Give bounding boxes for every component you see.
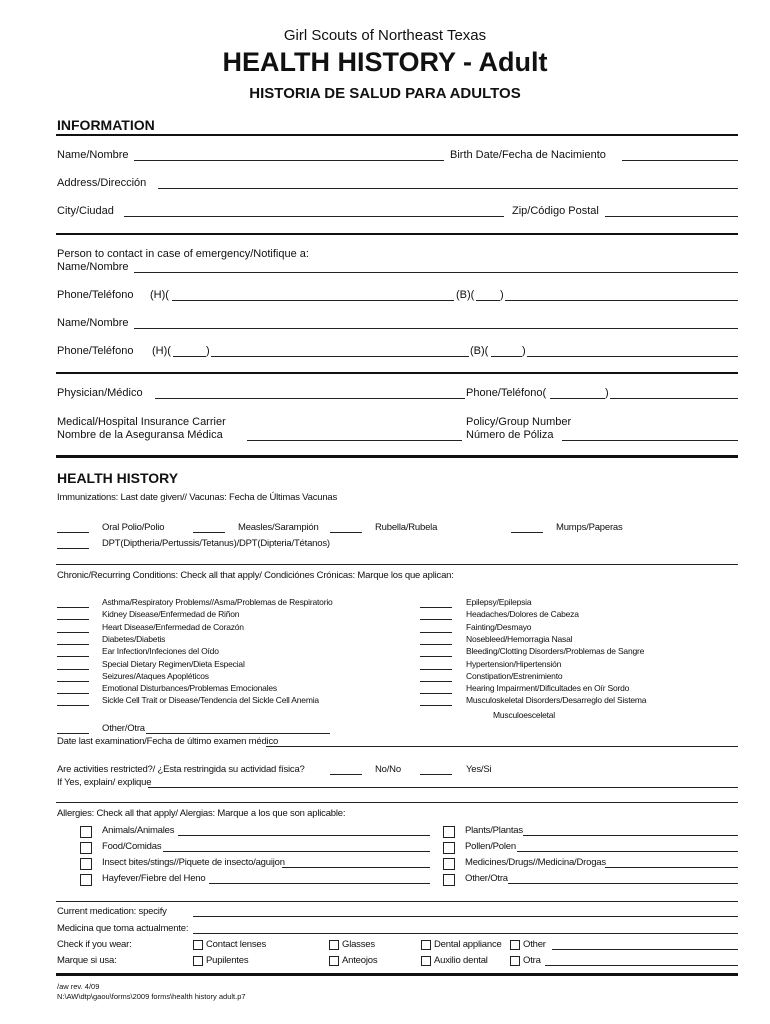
allergy-label: Animals/Animales	[102, 825, 175, 836]
allergy-detail-field[interactable]	[605, 867, 738, 868]
condition-check[interactable]	[420, 693, 452, 694]
name-label: Name/Nombre	[57, 149, 129, 161]
check-wear-label: Check if you wear:	[57, 939, 132, 950]
measles-label: Measles/Sarampión	[238, 522, 319, 533]
allergy-checkbox[interactable]	[80, 826, 92, 838]
allergy-checkbox[interactable]	[80, 874, 92, 886]
condition-label: Bleeding/Clotting Disorders/Problemas de Sangre	[466, 646, 645, 657]
allergy-label: Insect bites/stings//Piquete de insecto/aguijon	[102, 857, 285, 868]
condition-check[interactable]	[57, 607, 89, 608]
section-divider	[56, 233, 738, 235]
paren-close: )	[522, 345, 526, 357]
divider	[56, 802, 738, 803]
allergy-detail-field[interactable]	[523, 835, 738, 836]
address-label: Address/Dirección	[57, 177, 147, 189]
mumps-label: Mumps/Paperas	[556, 522, 623, 533]
medicina-label: Medicina que toma actualmente:	[57, 923, 189, 934]
contact2-home-area-field[interactable]	[173, 356, 206, 357]
wear-label: Anteojos	[342, 955, 378, 966]
physician-phone-field[interactable]	[610, 398, 738, 399]
paren-close: )	[206, 345, 210, 357]
mumps-date-field[interactable]	[511, 532, 543, 533]
wear-checkbox[interactable]	[421, 940, 431, 950]
dpt-date-field[interactable]	[57, 548, 89, 549]
home-phone-label: (H)(	[152, 345, 171, 357]
zip-field[interactable]	[605, 216, 738, 217]
information-heading: INFORMATION	[57, 117, 155, 133]
contact2-business-phone-field[interactable]	[527, 356, 738, 357]
condition-label: Kidney Disease/Enfermedad de Riñon	[102, 609, 240, 620]
condition-label: Hypertension/Hipertensión	[466, 658, 562, 669]
wear-checkbox[interactable]	[193, 956, 203, 966]
wear-checkbox[interactable]	[421, 956, 431, 966]
allergy-checkbox[interactable]	[443, 874, 455, 886]
contact2-name-field[interactable]	[134, 328, 738, 329]
dpt-label: DPT(Diptheria/Pertussis/Tetanus)/DPT(Dipteria/Tétanos)	[102, 538, 330, 549]
footer-revision: /aw rev. 4/09	[57, 982, 100, 991]
condition-check[interactable]	[420, 644, 452, 645]
business-phone-label: (B)(	[470, 345, 489, 357]
condition-label: Musculoskeletal Disorders/Desarreglo del Sistema	[466, 695, 647, 706]
condition-check[interactable]	[57, 619, 89, 620]
contact1-home-phone-field[interactable]	[172, 300, 454, 301]
section-divider	[56, 455, 738, 458]
allergy-detail-field[interactable]	[282, 867, 430, 868]
physician-phone-label: Phone/Teléfono(	[466, 387, 547, 399]
contact1-name-field[interactable]	[134, 272, 738, 273]
restricted-yes-check[interactable]	[420, 774, 452, 775]
city-label: City/Ciudad	[57, 205, 114, 217]
home-phone-label: (H)(	[150, 289, 169, 301]
condition-label: Epilepsy/Epilepsia	[466, 597, 532, 607]
condition-label: Asthma/Respiratory Problems//Asma/Problemas de Respiratorio	[102, 597, 333, 607]
restricted-label: Are activities restricted?/ ¿Esta restringida su actividad física?	[57, 764, 305, 775]
condition-check[interactable]	[420, 705, 452, 706]
policy-number-field[interactable]	[562, 440, 738, 441]
polio-date-field[interactable]	[57, 532, 89, 533]
contact2-area-code-field[interactable]	[491, 356, 522, 357]
other-condition-field[interactable]	[146, 733, 330, 734]
allergy-label: Other/Otra	[465, 873, 508, 884]
wear-checkbox[interactable]	[329, 956, 339, 966]
contact2-phone-label: Phone/Teléfono	[57, 345, 134, 357]
condition-check[interactable]	[420, 656, 452, 657]
condition-check[interactable]	[57, 669, 89, 670]
allergy-detail-field[interactable]	[517, 851, 738, 852]
zip-label: Zip/Código Postal	[512, 205, 599, 217]
birth-date-field[interactable]	[622, 160, 738, 161]
footer-file-path: N:\AW\dtp\gaou\forms\2009 forms\health history adult.p7	[57, 992, 246, 1001]
other-wear-field[interactable]	[552, 949, 738, 950]
last-exam-field[interactable]	[266, 746, 738, 747]
wear-checkbox[interactable]	[193, 940, 203, 950]
contact2-home-phone-field[interactable]	[211, 356, 469, 357]
allergies-label: Allergies: Check all that apply/ Alergias: Marque a los que son aplicable:	[57, 808, 346, 819]
restricted-no-label: No/No	[375, 764, 401, 775]
wear-label: Other	[523, 939, 546, 950]
current-medication-field[interactable]	[193, 916, 738, 917]
condition-check[interactable]	[420, 607, 452, 608]
rubella-label: Rubella/Rubela	[375, 522, 438, 533]
wear-label: Glasses	[342, 939, 375, 950]
condition-label: Fainting/Desmayo	[466, 621, 532, 632]
allergy-checkbox[interactable]	[80, 858, 92, 870]
condition-check[interactable]	[420, 632, 452, 633]
allergy-label: Pollen/Polen	[465, 841, 516, 852]
divider	[56, 564, 738, 565]
wear-label: Contact lenses	[206, 939, 267, 950]
wear-checkbox[interactable]	[510, 940, 520, 950]
policy-number-label-es: Número de Póliza	[466, 429, 554, 441]
otra-wear-field[interactable]	[545, 965, 738, 966]
explain-field[interactable]	[148, 787, 738, 788]
contact1-name-label: Name/Nombre	[57, 261, 129, 273]
restricted-yes-label: Yes/Si	[466, 764, 492, 775]
physician-label: Physician/Médico	[57, 387, 143, 399]
paren-close: )	[605, 387, 609, 399]
allergy-checkbox[interactable]	[443, 826, 455, 838]
allergy-detail-field[interactable]	[508, 883, 738, 884]
page-title: HEALTH HISTORY - Adult	[222, 47, 548, 77]
last-exam-label: Date last examination/Fecha de último examen médico	[57, 736, 279, 747]
condition-check[interactable]	[420, 669, 452, 670]
medicina-field[interactable]	[193, 933, 738, 934]
page-subtitle: HISTORIA DE SALUD PARA ADULTOS	[249, 85, 521, 102]
allergy-label: Plants/Plantas	[465, 825, 523, 836]
policy-number-label: Policy/Group Number	[466, 416, 572, 428]
rubella-date-field[interactable]	[330, 532, 362, 533]
current-medication-label: Current medication: specify	[57, 906, 167, 917]
condition-label: Heart Disease/Enfermedad de Corazón	[102, 621, 244, 632]
allergy-label: Food/Comidas	[102, 841, 162, 852]
insurance-carrier-label: Medical/Hospital Insurance Carrier	[57, 416, 226, 428]
allergy-label: Hayfever/Fiebre del Heno	[102, 873, 206, 884]
restricted-no-check[interactable]	[330, 774, 362, 775]
measles-date-field[interactable]	[193, 532, 225, 533]
contact1-phone-label: Phone/Teléfono	[57, 289, 134, 301]
name-field[interactable]	[134, 160, 444, 161]
condition-check[interactable]	[57, 693, 89, 694]
paren-close: )	[500, 289, 504, 301]
other-condition-check[interactable]	[57, 733, 89, 734]
condition-check[interactable]	[57, 644, 89, 645]
allergy-detail-field[interactable]	[163, 851, 430, 852]
divider	[56, 901, 738, 902]
condition-label: Constipation/Estrenimiento	[466, 670, 563, 681]
allergy-detail-field[interactable]	[209, 883, 430, 884]
allergy-detail-field[interactable]	[178, 835, 430, 836]
condition-check[interactable]	[420, 619, 452, 620]
condition-label: Emotional Disturbances/Problemas Emocionales	[102, 683, 277, 694]
section-divider	[56, 372, 738, 374]
condition-label: Seizures/Ataques Apopléticos	[102, 670, 209, 681]
condition-label: Sickle Cell Trait or Disease/Tendencia del Sickle Cell Anemia	[102, 695, 319, 706]
condition-label: Hearing Impairment/Dificultades en Oír Sordo	[466, 683, 630, 694]
insurance-carrier-label-es: Nombre de la Aseguransa Médica	[57, 429, 223, 441]
physician-area-code-field[interactable]	[550, 398, 605, 399]
contact1-business-phone-field[interactable]	[505, 300, 738, 301]
organization-name: Girl Scouts of Northeast Texas	[283, 27, 487, 44]
allergy-checkbox[interactable]	[80, 842, 92, 854]
city-field[interactable]	[124, 216, 504, 217]
explain-label: If Yes, explain/ explique	[57, 777, 152, 788]
condition-check[interactable]	[57, 656, 89, 657]
condition-check[interactable]	[420, 681, 452, 682]
immunizations-label: Immunizations: Last date given// Vacunas: Fecha de Últimas Vacunas	[57, 492, 338, 503]
allergy-checkbox[interactable]	[443, 858, 455, 870]
address-field[interactable]	[158, 188, 738, 189]
condition-right-continuation: Musculoesceletal	[493, 710, 555, 720]
condition-check[interactable]	[57, 632, 89, 633]
birth-date-label: Birth Date/Fecha de Nacimiento	[450, 149, 606, 161]
emergency-contact-label: Person to contact in case of emergency/Notifique a:	[57, 248, 309, 260]
wear-label: Auxilio dental	[434, 955, 488, 966]
other-condition-label: Other/Otra	[102, 723, 145, 734]
condition-check[interactable]	[57, 705, 89, 706]
condition-label: Special Dietary Regimen/Dieta Especial	[102, 658, 245, 669]
health-history-heading: HEALTH HISTORY	[57, 470, 179, 486]
wear-label: Dental appliance	[434, 939, 502, 950]
wear-label: Pupilentes	[206, 955, 249, 966]
contact1-area-code-field[interactable]	[476, 300, 500, 301]
allergy-checkbox[interactable]	[443, 842, 455, 854]
business-phone-label: (B)(	[456, 289, 475, 301]
condition-check[interactable]	[57, 681, 89, 682]
wear-checkbox[interactable]	[510, 956, 520, 966]
condition-label: Headaches/Dolores de Cabeza	[466, 609, 579, 620]
contact2-name-label: Name/Nombre	[57, 317, 129, 329]
section-divider	[56, 973, 738, 976]
section-divider	[56, 134, 738, 136]
insurance-carrier-field[interactable]	[247, 440, 462, 441]
chronic-conditions-label: Chronic/Recurring Conditions: Check all that apply/ Condiciónes Crónicas: Marque los que aplican:	[57, 570, 454, 581]
physician-field[interactable]	[155, 398, 465, 399]
marque-label: Marque si usa:	[57, 955, 117, 966]
condition-label: Nosebleed/Hemorragia Nasal	[466, 633, 573, 644]
wear-checkbox[interactable]	[329, 940, 339, 950]
wear-label: Otra	[523, 955, 541, 966]
polio-label: Oral Polio/Polio	[102, 522, 165, 533]
condition-label: Diabetes/Diabetis	[102, 633, 166, 644]
condition-label: Ear Infection/Infeciones del Oído	[102, 646, 219, 657]
allergy-label: Medicines/Drugs//Medicina/Drogas	[465, 857, 606, 868]
